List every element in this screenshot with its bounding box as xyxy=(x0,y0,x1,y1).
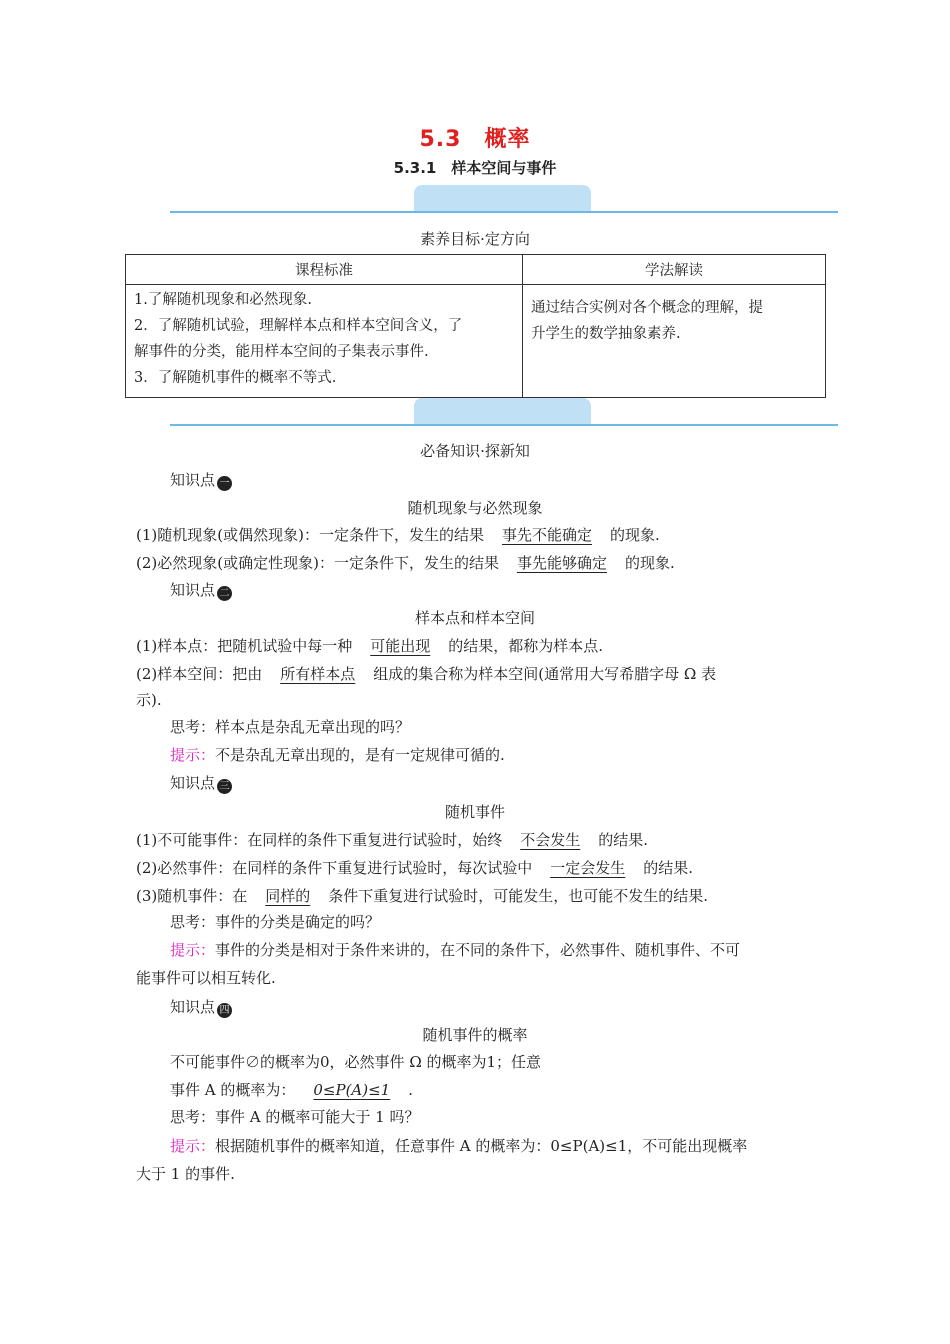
kp3-line-2: (2)必然事件：在同样的条件下重复进行试验时，每次试验中 一定会发生 的结果. xyxy=(136,859,694,877)
section-banner-line xyxy=(170,424,838,426)
kp3-hint: 提示：事件的分类是相对于条件来讲的，在不同的条件下，必然事件、随机事件、不可 xyxy=(170,941,741,959)
kp1-title: 随机现象与必然现象 xyxy=(407,499,543,517)
answer-blank: 不会发生 xyxy=(520,831,581,849)
answer-blank: 同样的 xyxy=(265,887,311,905)
table-header-standard: 课程标准 xyxy=(126,255,523,285)
kp4-title: 随机事件的概率 xyxy=(422,1026,528,1044)
method-line: 升学生的数学抽象素养. xyxy=(531,326,681,342)
goals-table xyxy=(125,254,826,398)
table-header-method: 学法解读 xyxy=(523,255,826,285)
kp3-line-1: (1)不可能事件：在同样的条件下重复进行试验时，始终 不会发生 的结果. xyxy=(136,831,649,849)
section-banner-tab xyxy=(414,185,591,213)
kp1-line-1: (1)随机现象(或偶然现象)：一定条件下，发生的结果 事先不能确定 的现象. xyxy=(136,526,660,544)
section-heading-goals: 素养目标·定方向 xyxy=(420,230,530,248)
section-banner-tab xyxy=(414,398,591,426)
knowledge-point-4-label: 知识点 四 xyxy=(170,996,232,1018)
standard-line: 解事件的分类，能用样本空间的子集表示事件. xyxy=(134,344,429,360)
method-line: 通过结合实例对各个概念的理解，提 xyxy=(531,300,763,316)
table-cell-method xyxy=(523,285,826,398)
kp2-line-1: (1)样本点：把随机试验中每一种 可能出现 的结果，都称为样本点. xyxy=(136,637,604,655)
number-badge-icon: 四 xyxy=(217,1003,232,1018)
number-badge-icon: 二 xyxy=(217,586,232,601)
kp3-title: 随机事件 xyxy=(444,803,505,821)
answer-blank: 可能出现 xyxy=(370,637,431,655)
number-badge-icon: 一 xyxy=(217,476,232,491)
kp2-line-2: (2)样本空间：把由 所有样本点 组成的集合称为样本空间(通常用大写希腊字母 Ω 表 xyxy=(136,665,717,683)
kp3-line-3: (3)随机事件：在 同样的 条件下重复进行试验时，可能发生，也可能不发生的结果. xyxy=(136,887,709,905)
kp4-hint: 提示：根据随机事件的概率知道，任意事件 A 的概率为：0≤P(A)≤1，不可能出现概率 xyxy=(170,1137,748,1155)
kp4-hint-cont: 大于 1 的事件. xyxy=(136,1165,235,1183)
knowledge-point-3-label: 知识点 三 xyxy=(170,772,232,794)
number-badge-icon: 三 xyxy=(217,779,232,794)
answer-blank: 一定会发生 xyxy=(550,859,626,877)
answer-blank: 事先能够确定 xyxy=(516,554,607,572)
kp2-line-2-cont: 示). xyxy=(136,691,162,709)
section-banner-line xyxy=(170,211,838,213)
standard-line: 3．了解随机事件的概率不等式. xyxy=(134,370,337,386)
table-cell-standard xyxy=(126,285,523,398)
kp4-line-1: 不可能事件∅的概率为0，必然事件 Ω 的概率为1；任意 xyxy=(170,1053,542,1071)
kp2-think: 思考：样本点是杂乱无章出现的吗？ xyxy=(170,718,411,736)
answer-blank: 0≤P(A)≤1 xyxy=(313,1081,391,1099)
kp4-line-2: 事件 A 的概率为： 0≤P(A)≤1 . xyxy=(170,1081,414,1099)
kp2-title: 样本点和样本空间 xyxy=(414,609,535,627)
section-heading-knowledge: 必备知识·探新知 xyxy=(420,442,530,460)
knowledge-point-1-label: 知识点 一 xyxy=(170,469,232,491)
kp4-think: 思考：事件 A 的概率可能大于 1 吗？ xyxy=(170,1108,420,1126)
kp1-line-2: (2)必然现象(或确定性现象)：一定条件下，发生的结果 事先能够确定 的现象. xyxy=(136,554,675,572)
knowledge-point-2-label: 知识点 二 xyxy=(170,579,232,601)
answer-blank: 事先不能确定 xyxy=(501,526,592,544)
standard-line: 1.了解随机现象和必然现象. xyxy=(134,292,312,308)
page-title: 5.3 概率 xyxy=(419,127,531,152)
answer-blank: 所有样本点 xyxy=(280,665,356,683)
page-subtitle: 5.3.1 样本空间与事件 xyxy=(393,159,557,177)
kp3-hint-cont: 能事件可以相互转化. xyxy=(136,969,276,987)
kp3-think: 思考：事件的分类是确定的吗？ xyxy=(170,913,381,931)
standard-line: 2．了解随机试验，理解样本点和样本空间含义，了 xyxy=(134,318,463,334)
kp2-hint: 提示：不是杂乱无章出现的，是有一定规律可循的. xyxy=(170,746,505,764)
